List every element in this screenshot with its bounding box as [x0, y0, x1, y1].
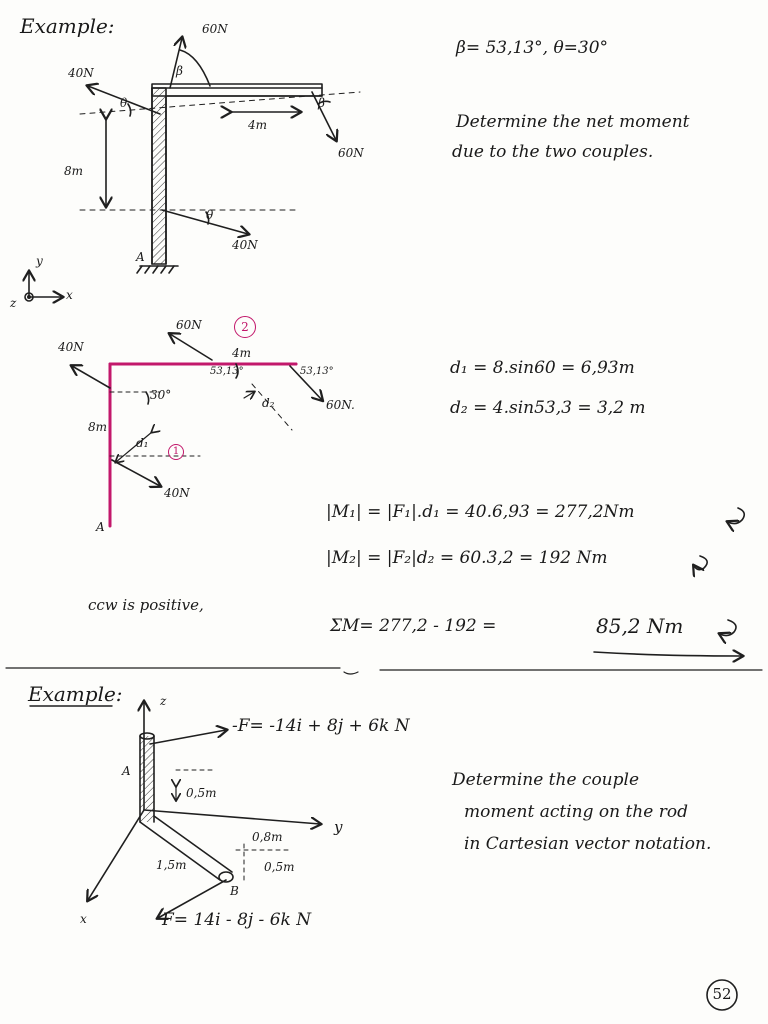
sol-dim-4m: 4m — [232, 346, 252, 360]
frame-diagram-2 — [72, 334, 322, 526]
example-2-heading: Example: — [28, 682, 123, 706]
ccw-curl-icon-3 — [720, 620, 736, 636]
theta-label-low: θ — [206, 208, 214, 222]
force-vector-top: -F= -14i + 8j + 6k N — [232, 716, 410, 736]
task-2-line-3: in Cartesian vector notation. — [464, 834, 712, 854]
axis-z-label-3d: z — [160, 694, 167, 708]
axis-y-label-3d: y — [334, 818, 343, 836]
dim-8m: 8m — [64, 164, 84, 178]
task-2-line-2: moment acting on the rod — [464, 802, 688, 822]
task-1-line-2: due to the two couples. — [452, 142, 654, 162]
rod-point-a: A — [122, 764, 131, 778]
axis-z-label: z — [10, 296, 17, 310]
axis-y-label: y — [36, 254, 43, 268]
frame-diagram-1 — [80, 38, 360, 273]
beta-label-left: β — [176, 64, 183, 78]
dim-05m-low: 0,5m — [264, 860, 295, 874]
equation-m1: |M₁| = |F₁|.d₁ = 40.6,93 = 277,2Nm — [326, 502, 635, 522]
equation-d2: d₂ = 4.sin53,3 = 3,2 m — [450, 398, 646, 418]
dim-4m: 4m — [248, 118, 268, 132]
circle-label-2: 2 — [234, 316, 256, 338]
dim-15m: 1,5m — [156, 858, 187, 872]
sol-force-40n-left: 40N — [58, 340, 84, 354]
sol-point-a: A — [96, 520, 105, 534]
force-label-40n-low: 40N — [232, 238, 258, 252]
sol-force-40n-low: 40N — [164, 486, 190, 500]
sol-d1-label: d₁ — [136, 436, 149, 450]
coordinate-triad-1 — [25, 272, 62, 301]
cw-curl-icon-2 — [694, 556, 707, 570]
force-vector-bottom: F= 14i - 8j - 6k N — [162, 910, 312, 930]
force-label-60n-top: 60N — [202, 22, 228, 36]
ccw-note: ccw is positive, — [88, 596, 204, 614]
sol-d2-label: d₂ — [262, 396, 275, 410]
given-angles: β= 53,13°, θ=30° — [456, 38, 609, 58]
sol-angle-53-right: 53,13° — [300, 366, 334, 377]
sol-force-60n-top: 60N — [176, 318, 202, 332]
sum-moment-lhs: ΣM= 277,2 - 192 = — [330, 616, 497, 636]
dim-05m-top: 0,5m — [186, 786, 217, 800]
example-1-heading: Example: — [20, 14, 115, 38]
circle-label-1: 1 — [168, 444, 184, 460]
ccw-curl-icon-1 — [728, 508, 744, 524]
rod-point-b: B — [230, 884, 239, 898]
equation-d1: d₁ = 8.sin60 = 6,93m — [450, 358, 635, 378]
sol-angle-30: 30° — [150, 388, 172, 402]
sol-force-60n-right: 60N. — [326, 398, 355, 412]
page-number: 52 — [712, 985, 732, 1003]
force-label-60n-right: 60N — [338, 146, 364, 160]
equation-m2: |M₂| = |F₂|d₂ = 60.3,2 = 192 Nm — [326, 548, 608, 568]
sum-moment-result: 85,2 Nm — [596, 614, 684, 638]
task-2-line-1: Determine the couple — [452, 770, 640, 790]
force-label-40n-left: 40N — [68, 66, 94, 80]
point-a-label: A — [136, 250, 145, 264]
sol-dim-8m: 8m — [88, 420, 108, 434]
axis-x-label: x — [66, 288, 73, 302]
result-underline — [594, 652, 742, 656]
dim-08m: 0,8m — [252, 830, 283, 844]
task-1-line-1: Determine the net moment — [456, 112, 690, 132]
theta-label-top: θ — [120, 96, 128, 110]
beta-label-right: β — [318, 96, 325, 110]
axis-x-label-3d: x — [80, 912, 87, 926]
sol-angle-53-left: 53,13° — [210, 366, 244, 377]
